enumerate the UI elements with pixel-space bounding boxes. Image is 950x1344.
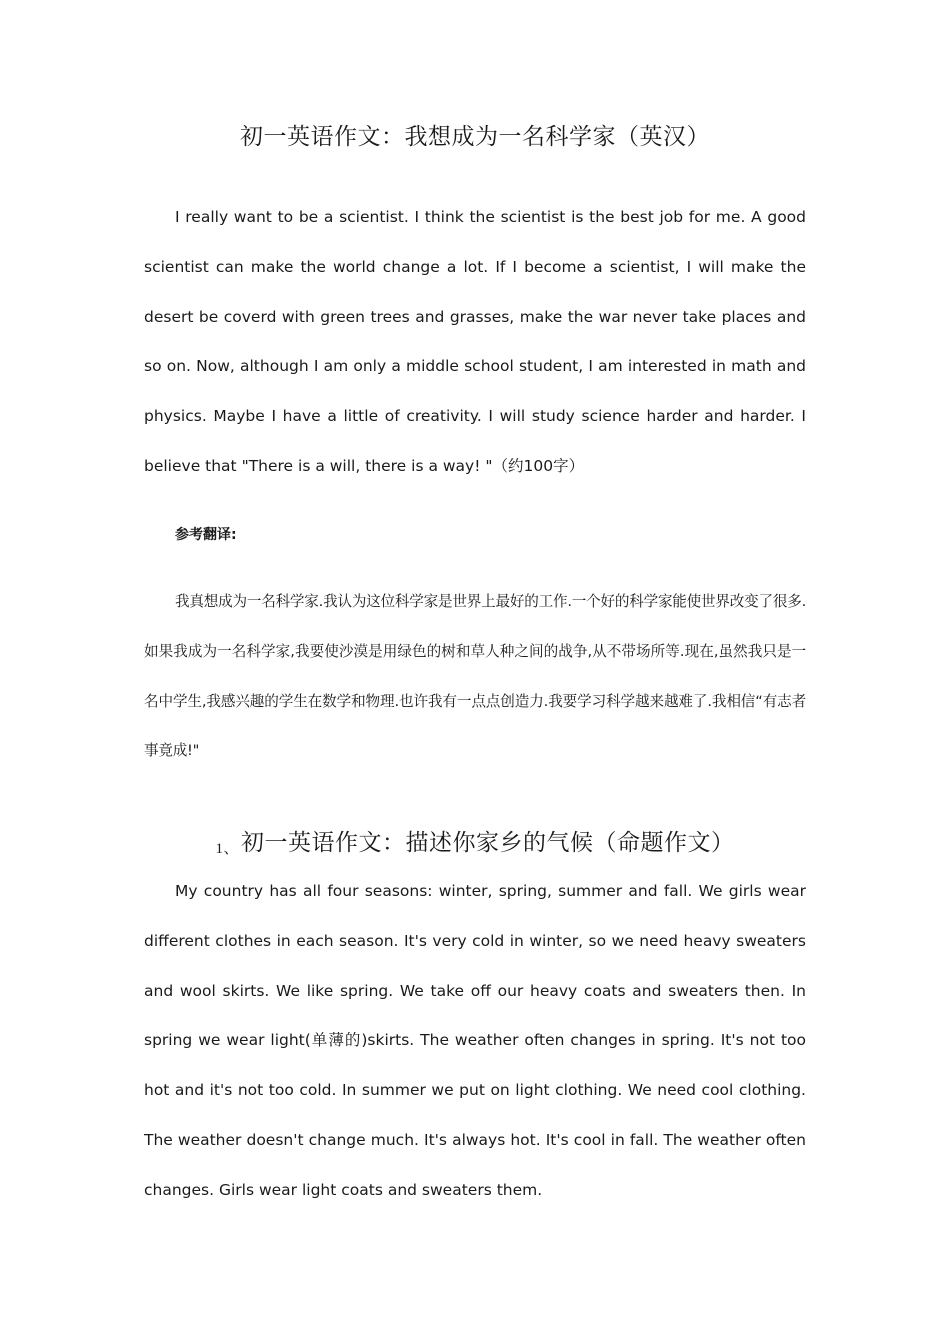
essay-2-title bbox=[0, 824, 950, 858]
essay-1-chinese-translation: 我真想成为一名科学家.我认为这位科学家是世界上最好的工作.一个好的科学家能使世界改变了很多.如果我成为一名科学家,我要使沙漠是用绿色的树和草人种之间的战争,从不带场所等.现在,虽然我只是一名中学生,我感兴趣的学生在数学和物理.也许我有一点点创造力.我要学习科学越来越难了.我相信“有志者事竟成!" bbox=[144, 593, 806, 760]
reference-translation-label: 参考翻译: bbox=[175, 527, 237, 543]
essay-1-english-text: I really want to be a scientist. I think the scientist is the best job for me. A good scientist can make the world change a lot. If I become a scientist, I will make the desert be coverd with green trees and grasses, make the war never take places and so on. Now, although I am only a middle school student, I am interested in math and physics. Maybe I have a little of creativity. I will study science harder and harder. I believe that "There is a will, there is a way! "（约100字） bbox=[144, 208, 806, 475]
essay-2-english-text: My country has all four seasons: winter, spring, summer and fall. We girls wear different clothes in each season. It's very cold in winter, so we need heavy sweaters and wool skirts. We like spring. We take off our heavy coats and sweaters then. In spring we wear light(单薄的)skirts. The weather often changes in spring. It's not too hot and it's not too cold. In summer we put on light clothing. We need cool clothing. The weather doesn't change much. It's always hot. It's cool in fall. The weather often changes. Girls wear light coats and sweaters them. bbox=[144, 882, 806, 1199]
essay-2-number: 1、 bbox=[215, 841, 239, 857]
essay-1-title: 初一英语作文：我想成为一名科学家（英汉） bbox=[240, 124, 710, 150]
essay-2-title-text: 初一英语作文：描述你家乡的气候（命题作文） bbox=[241, 830, 735, 856]
